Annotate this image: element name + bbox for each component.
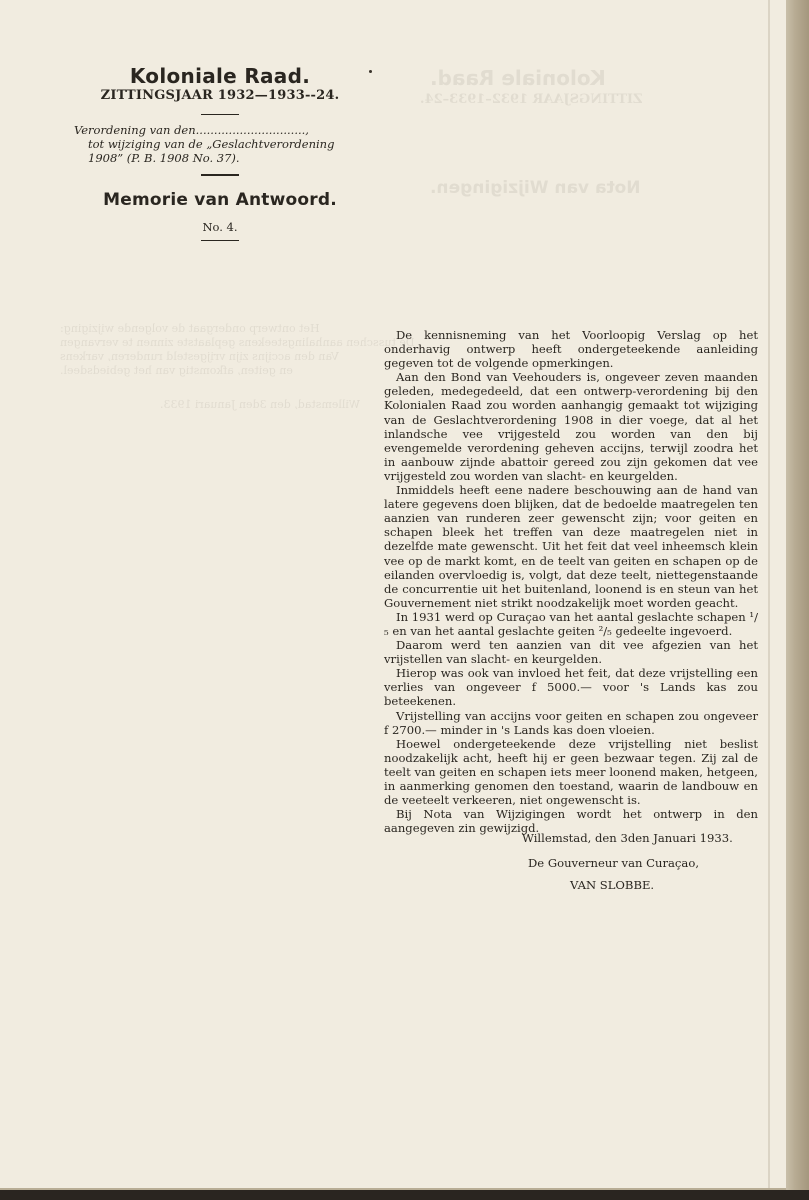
- bleed-through-text: Willemstad, den 3den Januari 1933.: [160, 398, 360, 411]
- header-divider: [201, 174, 239, 175]
- paragraph: Inmiddels heeft eene nadere beschouwing aan de hand van latere gegevens doen blijken, dat de bedoelde maatregelen ten aanzien van runderen zeer gewenscht zijn; voor geiten en schapen bleek het treffen van deze maatregelen niet in dezelfde mate gewenscht. Uit het feit dat veel inheemsch klein vee op de markt komt, en de teelt van geiten en schapen op de eilanden overvloedig is, volgt, dat deze teelt, niettegenstaande de concurrentie uit het buitenland, loonend is en steun van het Gouvernement niet strikt noodzakelijk moet worden geacht.: [384, 483, 758, 610]
- paragraph: Aan den Bond van Veehouders is, ongeveer zeven maanden geleden, medegedeeld, dat een ontwerp-verordening bij den Kolonialen Raad zou worden aanhangig gemaakt tot wijziging van de Geslachtverordening 1908 in dier voege, dat al het inlandsche vee vrijgesteld zou worden van den bij evengemelde verordening geheven accijns, terwijl zoodra het in aanbouw zijnde abattoir gereed zou zijn gekomen dat vee vrijgesteld zou worden van slacht- en keurgelden.: [384, 370, 758, 483]
- bleed-through-text: De tusschen aanhalingsteekens geplaatste zinnen te vervangen: [60, 336, 415, 349]
- bleed-through-text: Van den accijns zijn vrijgesteld runderen, varkens: [60, 350, 339, 363]
- page-crease: [768, 0, 770, 1190]
- paragraph: Hierop was ook van invloed het feit, dat deze vrijstelling een verlies van ongeveer f 5000.— voor 's Lands kas zou beteekenen.: [384, 666, 758, 709]
- signature-name: VAN SLOBBE.: [570, 878, 655, 892]
- paragraph: Bij Nota van Wijzigingen wordt het ontwerp in den aangegeven zin gewijzigd.: [384, 807, 758, 836]
- bleed-through-text: Koloniale Raad.: [430, 66, 606, 90]
- header-divider: [201, 240, 239, 241]
- document-header: [70, 64, 370, 241]
- paragraph: Hoewel ondergeteekende deze vrijstelling niet beslist noodzakelijk acht, heeft hij er geen bezwaar tegen. Zij zal de teelt van geiten en schapen iets meer loonend maken, hetgeen, in aanmerking genomen den toestand, waarin de landbouw en de veeteelt verkeeren, niet ongewenscht is.: [384, 736, 758, 808]
- ordinance-reference: [74, 123, 370, 165]
- bleed-through-text: Het ontwerp ondergaat de volgende wijziging:: [60, 322, 320, 335]
- header-divider: [201, 114, 239, 115]
- signature-role: De Gouverneur van Curaçao,: [528, 856, 700, 870]
- memorie-title: Memorie van Antwoord.: [103, 189, 337, 210]
- paragraph: Vrijstelling van accijns voor geiten en schapen zou ongeveer f 2700.— minder in 's Lands kas doen vloeien.: [384, 708, 758, 737]
- paragraph: De kennisneming van het Voorloopig Verslag op het onderhavig ontwerp heeft ondergeteekende aanleiding gegeven tot de volgende opmerkingen.: [384, 328, 758, 371]
- bleed-through-text: ZITTINGSJAAR 1932–1933–24.: [420, 92, 643, 107]
- session-year: ZITTINGSJAAR 1932—1933--24.: [100, 88, 340, 103]
- ordinance-line: 1908” (P. B. 1908 No. 37).: [88, 151, 240, 166]
- scan-border: [0, 1190, 809, 1200]
- signature-place-date: Willemstad, den 3den Januari 1933.: [522, 831, 733, 845]
- page-right-edge: [786, 0, 809, 1200]
- council-title: Koloniale Raad.: [129, 64, 311, 88]
- bleed-through-text: en geiten, afkomstig van het gebiedsdeel.: [60, 364, 293, 377]
- ordinance-line: Verordening van den..............................,: [74, 123, 309, 138]
- body-text: [384, 328, 758, 835]
- paragraph: In 1931 werd op Curaçao van het aantal geslachte schapen ¹/₅ en van het aantal geslachte geiten ²/₅ gedeelte ingevoerd.: [384, 609, 758, 638]
- paragraph: Daarom werd ten aanzien van dit vee afgezien van het vrijstellen van slacht- en keurgelden.: [384, 638, 758, 667]
- bleed-through-text: Nota van Wijzigingen.: [430, 178, 641, 198]
- ordinance-line: tot wijziging van de „Geslachtverordening: [88, 137, 335, 152]
- document-number: No. 4.: [202, 219, 238, 234]
